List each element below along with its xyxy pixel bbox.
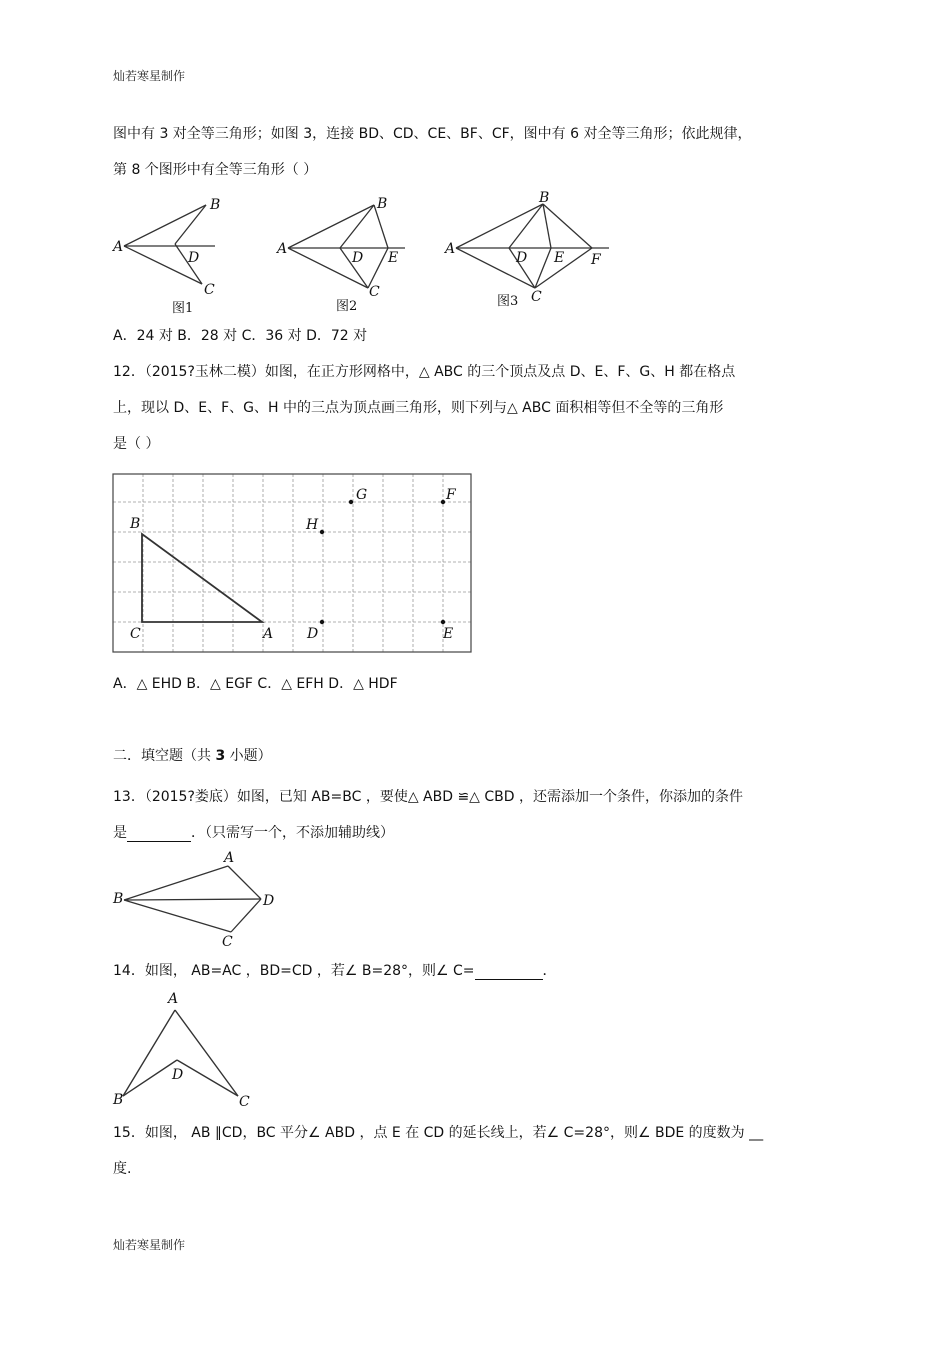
fig2-label-A: A <box>277 241 288 257</box>
q13-label-D: D <box>263 893 275 909</box>
q11-options: A．24 对 B．28 对 C．36 对 D．72 对 <box>113 328 368 344</box>
fig2-label-D: D <box>352 250 364 266</box>
fig3-label-A: A <box>445 241 456 257</box>
grid-label-D: D <box>307 626 319 642</box>
section2-title-pre: 二．填空题（共 <box>113 748 216 764</box>
grid-label-G: G <box>356 487 368 503</box>
q13-label-C: C <box>222 934 233 950</box>
fig1-label-B: B <box>210 197 221 213</box>
grid-label-E: E <box>443 626 454 642</box>
fig2-caption: 图2 <box>336 299 358 314</box>
q12-options: A．△ EHD B．△ EGF C．△ EFH D．△ HDF <box>113 676 398 692</box>
grid-label-H: H <box>306 517 319 533</box>
fig3-label-C: C <box>531 289 542 305</box>
fig1-label-D: D <box>188 250 200 266</box>
q14-label-D: D <box>172 1067 184 1083</box>
grid-label-C: C <box>130 626 141 642</box>
fig3-label-B: B <box>539 190 550 206</box>
section2-title-post: 小题） <box>225 748 272 764</box>
q14-text-post: ． <box>542 963 557 979</box>
q14-text-pre: 14．如图， AB=AC ，BD=CD ，若∠ B=28°，则∠ C= <box>113 963 475 979</box>
fig2-label-C: C <box>369 284 380 300</box>
q13-label-A: A <box>224 850 235 866</box>
fig3-label-F: F <box>591 252 601 268</box>
q11-line1: 图中有 3 对全等三角形；如图 3，连接 BD、CD、CE、BF、CF，图中有 6 对全等三角形；依此规律， <box>113 126 752 142</box>
grid-label-B: B <box>130 516 141 532</box>
q14-label-B: B <box>113 1092 124 1108</box>
fig3-label-D: D <box>516 250 528 266</box>
q12-line3: 是（ ） <box>113 436 160 452</box>
fig2-label-B: B <box>377 196 388 212</box>
q14-label-C: C <box>239 1094 250 1110</box>
q13-label-B: B <box>113 891 124 907</box>
fig3-caption: 图3 <box>497 294 519 309</box>
q13-line2-pre: 是 <box>113 825 127 841</box>
fig1-label-A: A <box>113 239 124 255</box>
fig2-label-E: E <box>388 250 399 266</box>
section2-title-num: 3 <box>215 748 226 764</box>
q15-line2: 度. <box>113 1161 132 1177</box>
grid-label-A: A <box>263 626 274 642</box>
q15-line1: 15．如图， AB ∥CD，BC 平分∠ ABD ，点 E 在 CD 的延长线上，若∠ C=28°，则∠ BDE 的度数为 __ <box>113 1125 764 1141</box>
q13-line2-post: ．（只需写一个，不添加辅助线） <box>191 825 394 841</box>
q12-line1: 12．（2015?玉林二模）如图，在正方形网格中，△ ABC 的三个顶点及点 D、E、F、G、H 都在格点 <box>113 364 736 380</box>
fig1-caption: 图1 <box>172 301 194 316</box>
fig3-label-E: E <box>554 250 565 266</box>
q13-line1: 13．（2015?娄底）如图，已知 AB=BC ，要使△ ABD ≌△ CBD ，还需添加一个条件，你添加的条件 <box>113 789 744 805</box>
page-header: 灿若寒星制作 <box>113 69 186 83</box>
q12-line2: 上，现以 D、E、F、G、H 中的三点为顶点画三角形，则下列与△ ABC 面积相等但不全等的三角形 <box>113 400 724 416</box>
page-footer: 灿若寒星制作 <box>113 1238 186 1252</box>
grid-label-F: F <box>446 487 456 503</box>
q11-line2: 第 8 个图形中有全等三角形（ ） <box>113 162 318 178</box>
fig1-label-C: C <box>204 282 215 298</box>
q14-label-A: A <box>168 991 179 1007</box>
